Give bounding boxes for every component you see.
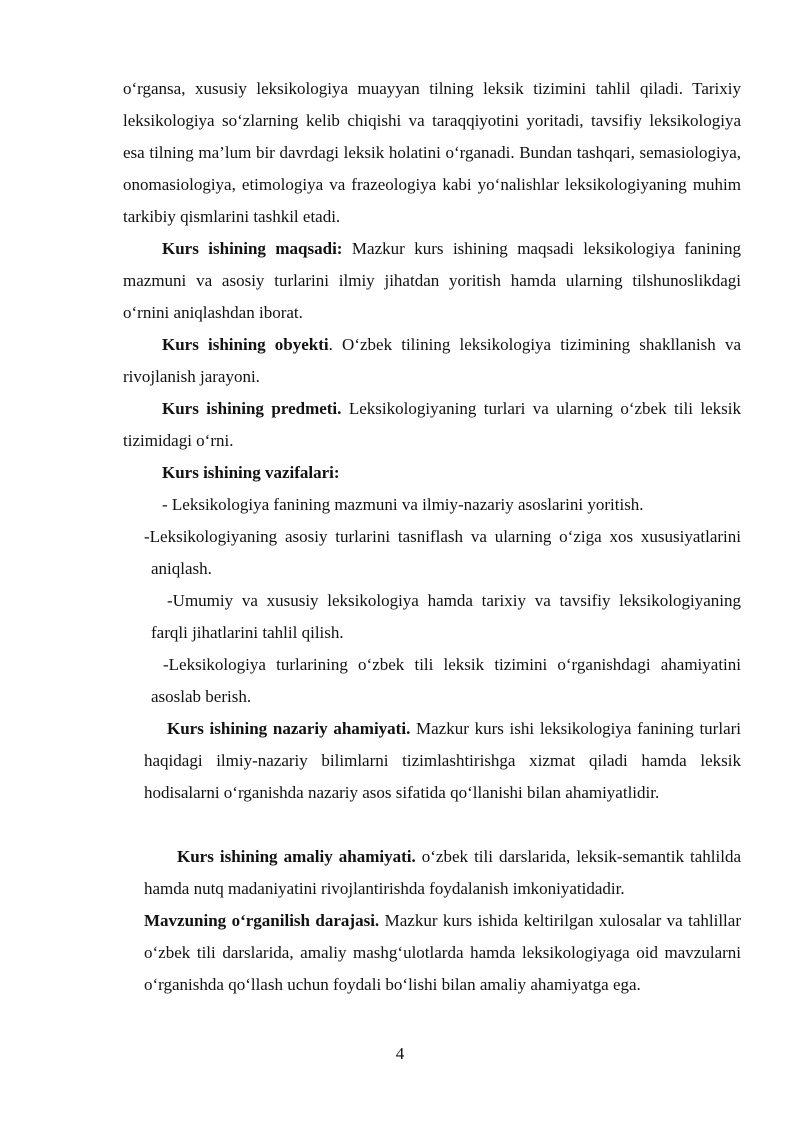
task-item: -Umumiy va xususiy leksikologiya hamda tarixiy va tavsifiy leksikologiyaning farqli jihatlarini tahlil qilish.	[151, 591, 741, 642]
task-item: -Leksikologiyaning asosiy turlarini tasniflash va ularning o‘ziga xos xususiyatlarini aniqlash.	[144, 527, 741, 578]
study-level-heading: Mavzuning o‘rganilish darajasi.	[144, 911, 380, 930]
study-level-text: Mazkur kurs ishida keltirilgan xulosalar va tahlillar o‘zbek tili darslarida, amaliy mashg‘ulotlarda hamda leksikologiyaga oid mavzularni o‘rganishda qo‘llash uchun foydali bo‘lishi bilan amaliy ahamiyatga ega.	[144, 911, 741, 994]
goal-heading: Kurs ishining maqsadi:	[162, 239, 343, 258]
practical-paragraph	[144, 841, 741, 905]
goal-paragraph	[123, 233, 741, 329]
practical-text: o‘zbek tili darslarida, leksik-semantik tahlilda hamda nutq madaniyatini rivojlantirishda foydalanish imkoniyatidadir.	[144, 847, 741, 898]
subject-text: Leksikologiyaning turlari va ularning o‘zbek tili leksik tizimidagi o‘rni.	[123, 399, 741, 450]
object-heading: Kurs ishining obyekti	[162, 335, 329, 354]
subject-paragraph	[123, 393, 741, 457]
study-level-paragraph	[144, 905, 741, 1001]
theoretical-heading: Kurs ishining nazariy ahamiyati.	[167, 719, 411, 738]
task-item: - Leksikologiya fanining mazmuni va ilmiy-nazariy asoslarini yoritish.	[162, 495, 644, 514]
goal-text: Mazkur kurs ishining maqsadi leksikologiya fanining mazmuni va asosiy turlarini ilmiy jihatdan yoritish hamda ularning tilshunoslikdagi o‘rnini aniqlashdan iborat.	[123, 239, 741, 322]
theoretical-paragraph	[144, 713, 741, 809]
subject-heading: Kurs ishining predmeti.	[162, 399, 342, 418]
practical-heading: Kurs ishining amaliy ahamiyati.	[177, 847, 416, 866]
intro-paragraph: o‘rgansa, xususiy leksikologiya muayyan tilning leksik tizimini tahlil qiladi. Tarixiy leksikologiya so‘zlarning kelib chiqishi va taraqqiyotini yoritadi, tavsifiy leksikologiya esa tilning ma’lum bir davrdagi leksik holatini o‘rganadi. Bundan tashqari, semasiologiya, onomasiologiya, etimologiya va frazeologiya kabi yo‘nalishlar leksikologiyaning muhim tarkibiy qismlarini tashkil etadi.	[123, 79, 741, 226]
object-paragraph	[123, 329, 741, 393]
task-item: -Leksikologiya turlarining o‘zbek tili leksik tizimini o‘rganishdagi ahamiyatini asoslab berish.	[151, 655, 741, 706]
tasks-heading: Kurs ishining vazifalari:	[162, 463, 340, 482]
theoretical-text: Mazkur kurs ishi leksikologiya fanining turlari haqidagi ilmiy-nazariy bilimlarni tizimlashtirishga xizmat qiladi hamda leksik hodisalarni o‘rganishda nazariy asos sifatida qo‘llanishi bilan ahamiyatlidir.	[144, 719, 742, 802]
page-number: 4	[395, 1044, 405, 1063]
object-text: . O‘zbek tilining leksikologiya tizimining shakllanish va rivojlanish jarayoni.	[123, 335, 741, 386]
